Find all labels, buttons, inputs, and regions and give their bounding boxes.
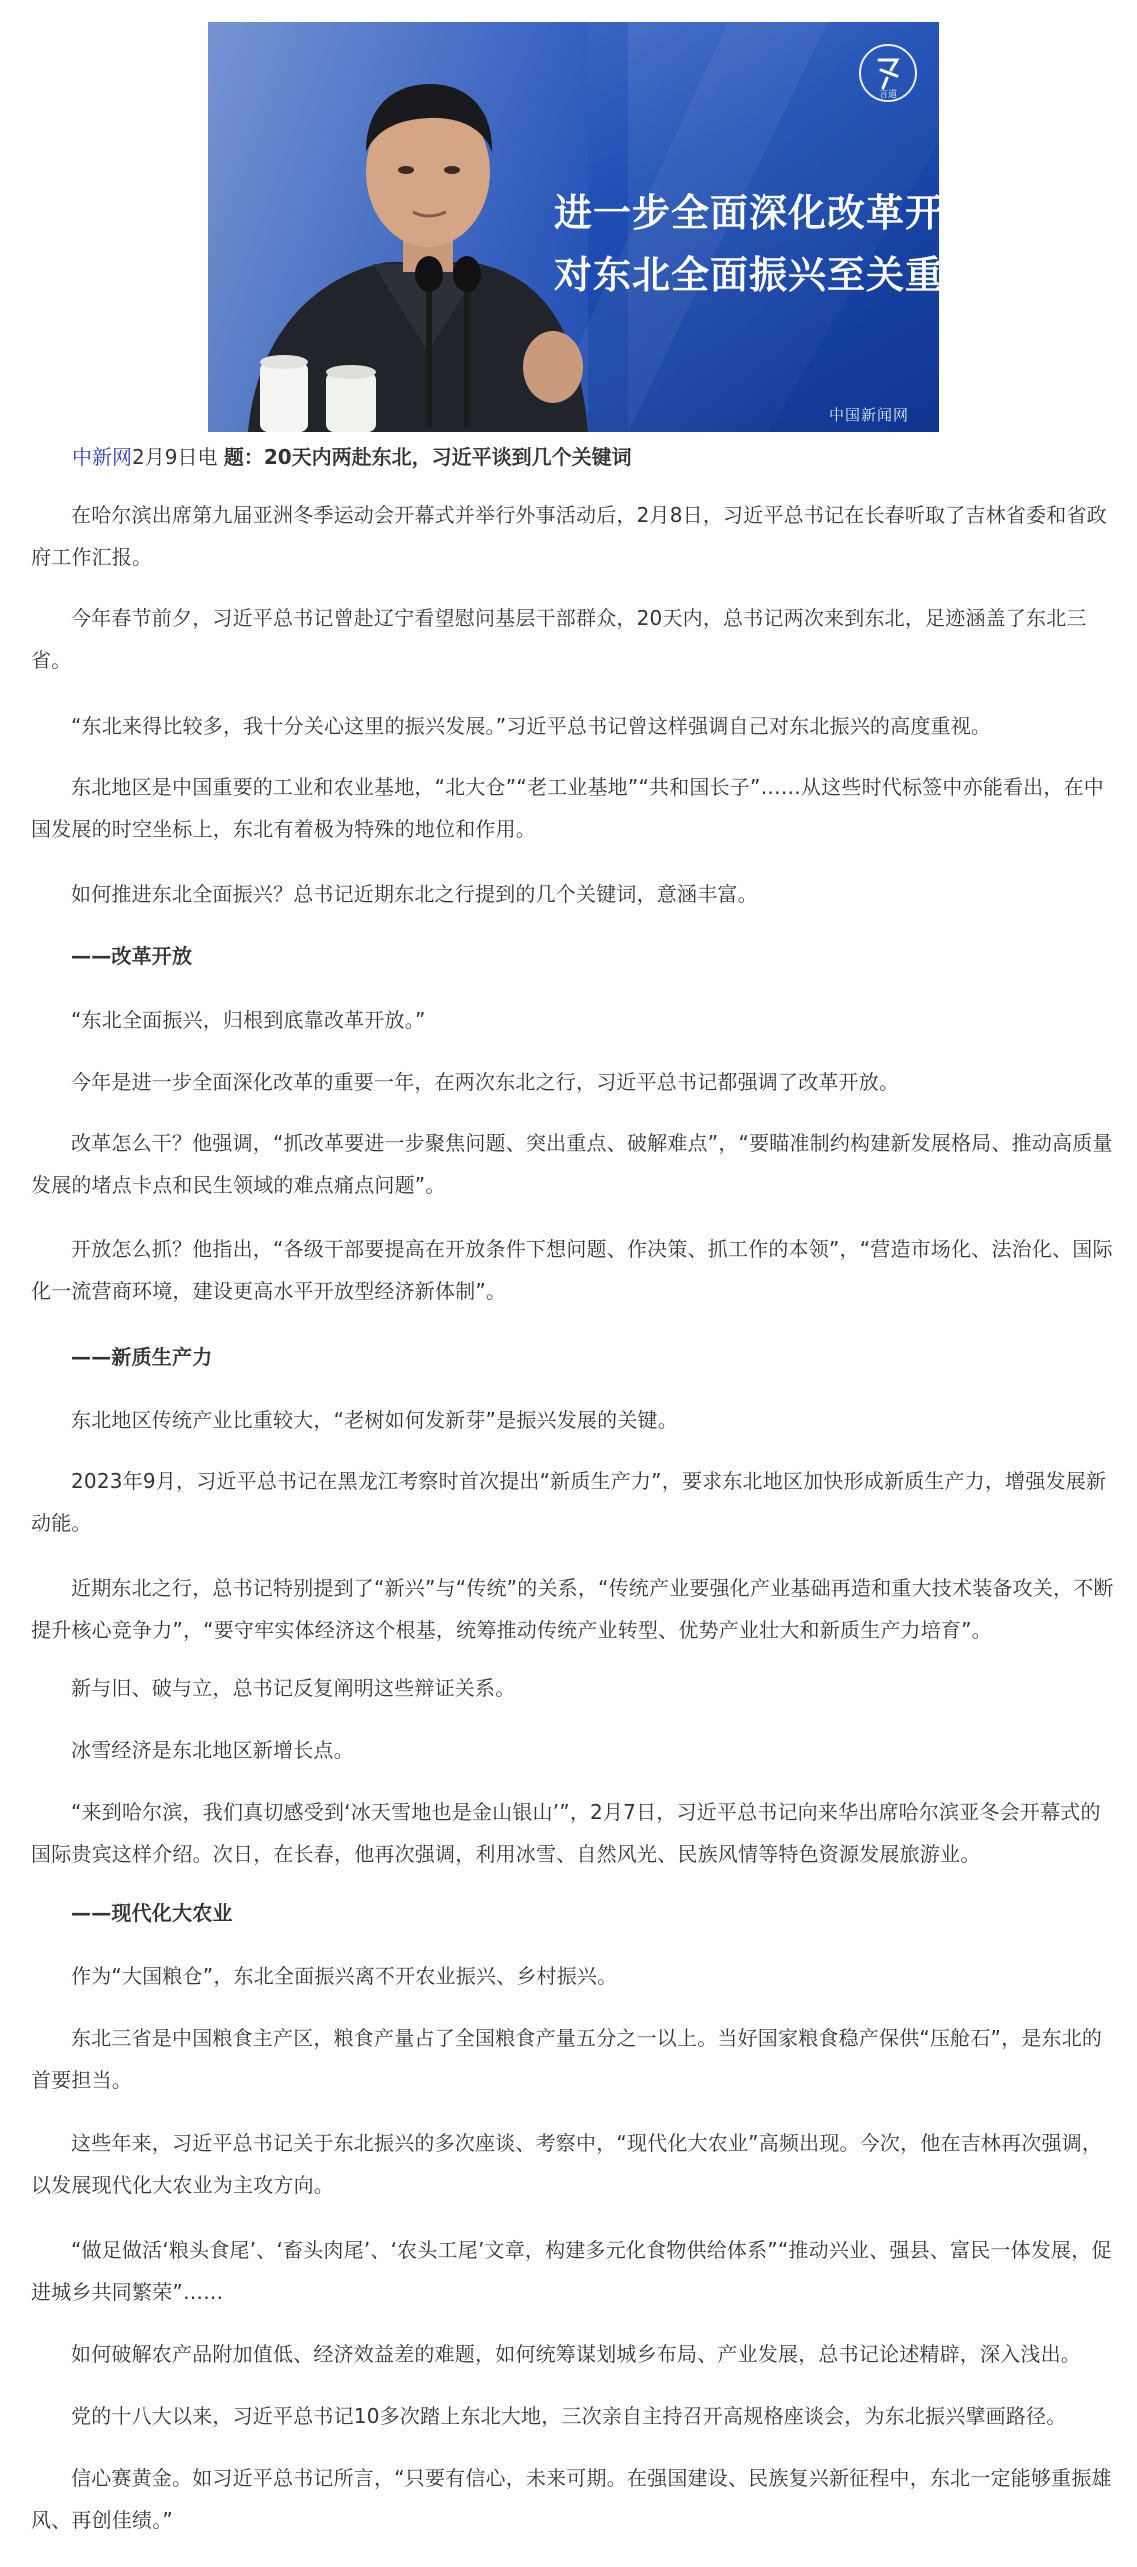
- hero-credit: 中国新闻网: [828, 406, 909, 424]
- paragraph: 冰雪经济是东北地区新增长点。: [71, 1738, 354, 1762]
- paragraph: 如何破解农产品附加值低、经济效益差的难题，如何统筹谋划城乡布局、产业发展，总书记论述精辟，深入浅出。: [71, 2342, 1081, 2366]
- dateline: [72, 441, 632, 470]
- paragraph: 在哈尔滨出席第九届亚洲冬季运动会开幕式并举行外事活动后，2月8日，习近平总书记在长春听取了吉林省委和省政府工作汇报。: [31, 503, 1107, 569]
- paragraph: 东北地区传统产业比重较大，“老树如何发新芽”是振兴发展的关键。: [71, 1408, 678, 1432]
- hero-title-line-2: 对东北全面振兴至关重要: [554, 253, 984, 297]
- dateline-label: 题：: [223, 445, 264, 469]
- paragraph: 今年春节前夕，习近平总书记曾赴辽宁看望慰问基层干部群众，20天内，总书记两次来到东北，足迹涵盖了东北三省。: [31, 606, 1087, 672]
- paragraph: 信心赛黄金。如习近平总书记所言，“只要有信心，未来可期。在强国建设、民族复兴新征程中，东北一定能够重振雄风、再创佳绩。”: [31, 2466, 1112, 2532]
- xi-yan-dao-logo-icon: [857, 42, 919, 104]
- paragraph: 今年是进一步全面深化改革的重要一年，在两次东北之行，习近平总书记都强调了改革开放。: [71, 1070, 900, 1094]
- paragraph: 这些年来，习近平总书记关于东北振兴的多次座谈、考察中，“现代化大农业”高频出现。今次，他在吉林再次强调，以发展现代化大农业为主攻方向。: [31, 2131, 1103, 2197]
- paragraph: “东北全面振兴，归根到底靠改革开放。”: [71, 1008, 426, 1032]
- paragraph: 2023年9月，习近平总书记在黑龙江考察时首次提出“新质生产力”，要求东北地区加快形成新质生产力，增强发展新动能。: [31, 1469, 1107, 1535]
- paragraph: 近期东北之行，总书记特别提到了“新兴”与“传统”的关系，“传统产业要强化产业基础再造和重大技术装备攻关，不断提升核心竞争力”，“要守牢实体经济这个根基，统筹推动传统产业转型、优势产业壮大和新质生产力培育”。: [31, 1576, 1114, 1642]
- hero-image: [208, 22, 984, 432]
- paragraph: 作为“大国粮仓”，东北全面振兴离不开农业振兴、乡村振兴。: [71, 1964, 618, 1988]
- section-heading: ——现代化大农业: [71, 1901, 233, 1925]
- section-heading: ——改革开放: [71, 944, 193, 968]
- paragraph: 改革怎么干？他强调，“抓改革要进一步聚焦问题、突出重点、破解难点”，“要瞄准制约构建新发展格局、推动高质量发展的堵点卡点和民生领域的难点痛点问题”。: [31, 1131, 1113, 1197]
- paragraph: 东北三省是中国粮食主产区，粮食产量占了全国粮食产量五分之一以上。当好国家粮食稳产保供“压舱石”，是东北的首要担当。: [31, 2026, 1103, 2092]
- article-title: 20天内两赴东北，习近平谈到几个关键词: [263, 445, 632, 469]
- svg-text:言道: 言道: [878, 90, 898, 100]
- source-link[interactable]: 中新网: [72, 445, 132, 469]
- paragraph: 党的十八大以来，习近平总书记10多次踏上东北大地，三次亲自主持召开高规格座谈会，为东北振兴擘画路径。: [71, 2404, 1067, 2428]
- section-heading: ——新质生产力: [71, 1345, 213, 1369]
- paragraph: “东北来得比较多，我十分关心这里的振兴发展。”习近平总书记曾这样强调自己对东北振兴的高度重视。: [71, 714, 992, 738]
- paragraph: “来到哈尔滨，我们真切感受到‘冰天雪地也是金山银山’”，2月7日，习近平总书记向来华出席哈尔滨亚冬会开幕式的国际贵宾这样介绍。次日，在长春，他再次强调，利用冰雪、自然风光、民族风情等特色资源发展旅游业。: [31, 1800, 1101, 1866]
- paragraph: “做足做活‘粮头食尾’、‘畜头肉尾’、‘农头工尾’文章，构建多元化食物供给体系”“推动兴业、强县、富民一体发展，促进城乡共同繁荣”……: [31, 2238, 1112, 2304]
- paragraph: 东北地区是中国重要的工业和农业基地，“北大仓”“老工业基地”“共和国长子”……从这些时代标签中亦能看出，在中国发展的时空坐标上，东北有着极为特殊的地位和作用。: [31, 775, 1104, 841]
- paragraph: 开放怎么抓？他指出，“各级干部要提高在开放条件下想问题、作决策、抓工作的本领”，“营造市场化、法治化、国际化一流营商环境，建设更高水平开放型经济新体制”。: [31, 1237, 1113, 1303]
- paragraph: 如何推进东北全面振兴？总书记近期东北之行提到的几个关键词，意涵丰富。: [71, 882, 758, 906]
- hero-title-line-1: 进一步全面深化改革开放: [554, 191, 984, 235]
- dateline-date: 2月9日电: [132, 445, 218, 469]
- paragraph: 新与旧、破与立，总书记反复阐明这些辩证关系。: [71, 1676, 516, 1700]
